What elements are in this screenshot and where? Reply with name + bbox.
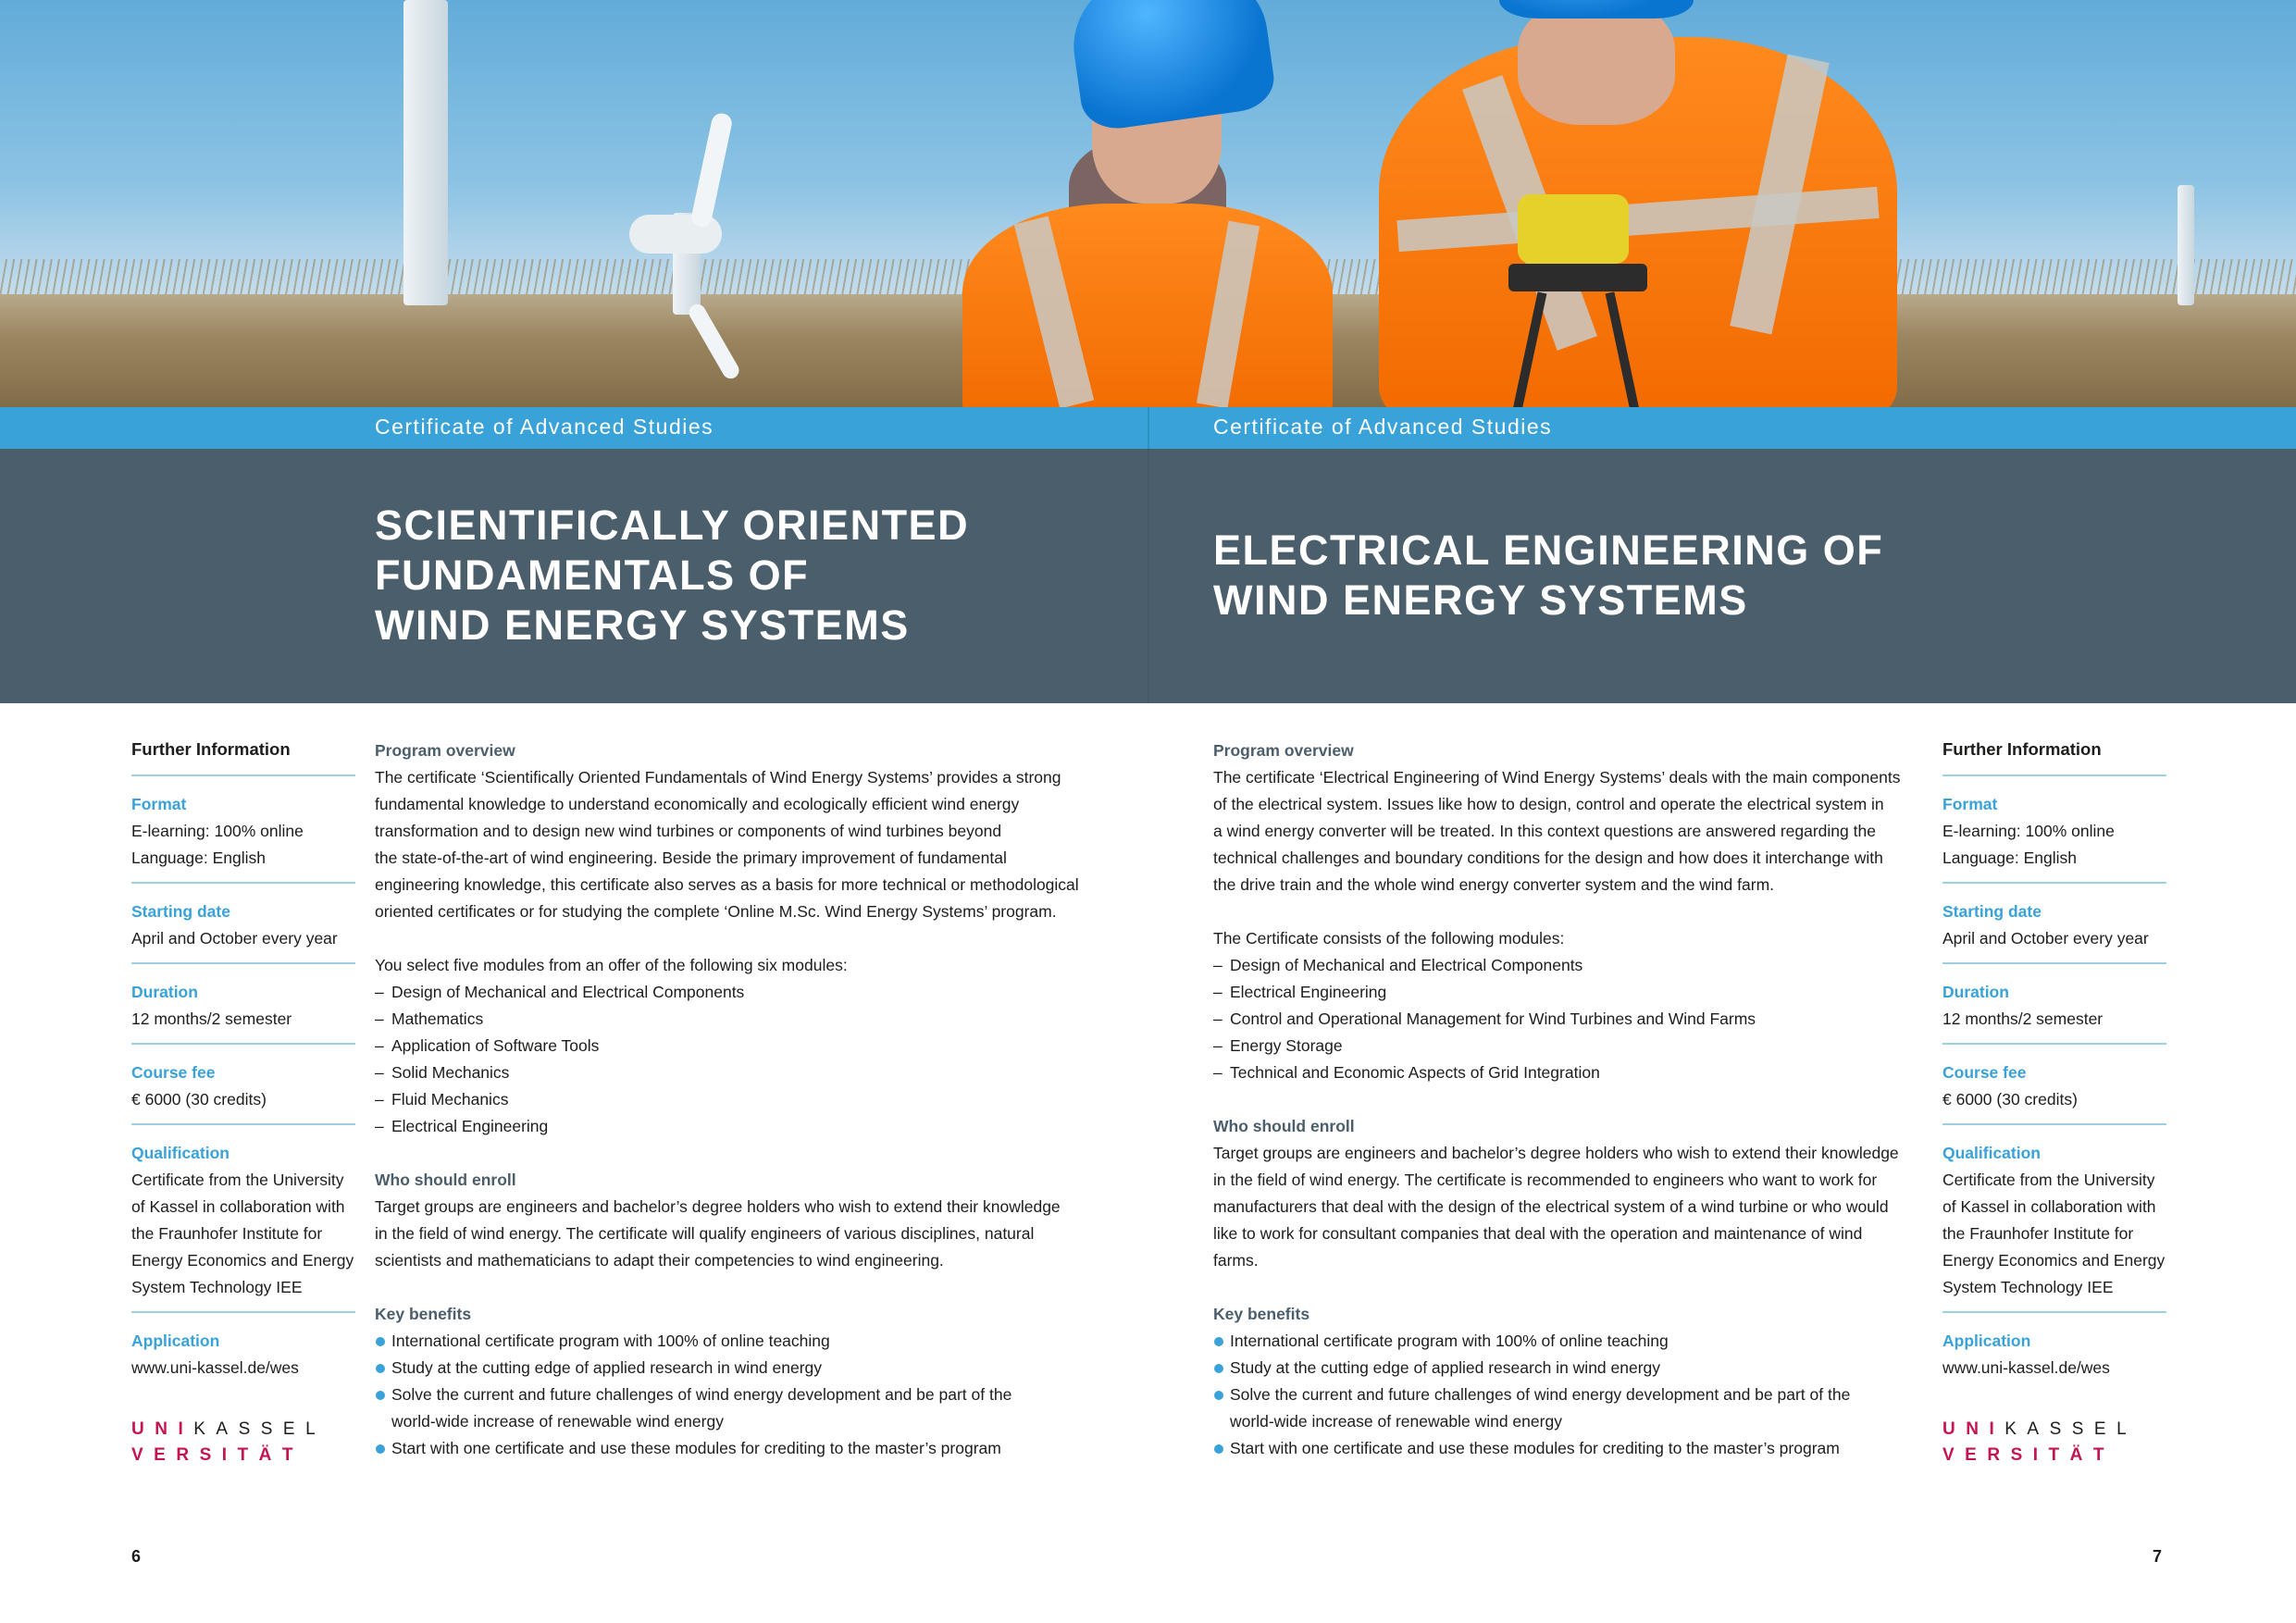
divider-rule bbox=[131, 1123, 355, 1125]
benefit-item: Study at the cutting edge of applied research in wind energy bbox=[1213, 1355, 1935, 1381]
benefits-list bbox=[1213, 1328, 1935, 1462]
bullet-dot-icon bbox=[1214, 1444, 1223, 1454]
divider-rule bbox=[1942, 1043, 2166, 1045]
hero-photo bbox=[0, 0, 2296, 407]
module-list bbox=[1213, 952, 1935, 1086]
program-overview-heading: Program overview bbox=[1213, 741, 1354, 760]
starting-date-value: April and October every year bbox=[131, 929, 338, 948]
worker-woman bbox=[935, 0, 1333, 407]
qualification-line: Energy Economics and Energy bbox=[1942, 1251, 2166, 1270]
benefit-item: Solve the current and future challenges of wind energy development and be part of the world-wide increase of renewable wind energy bbox=[375, 1381, 1097, 1435]
bullet-dot-icon bbox=[376, 1391, 385, 1400]
page-title-left: SCIENTIFICALLY ORIENTED FUNDAMENTALS OF WIND ENERGY SYSTEMS bbox=[375, 502, 970, 649]
further-info-heading: Further Information bbox=[1942, 739, 2102, 759]
qualification-label: Qualification bbox=[131, 1144, 230, 1162]
duration-label: Duration bbox=[1942, 983, 2009, 1001]
format-value: E-learning: 100% online bbox=[131, 822, 304, 840]
title-band bbox=[0, 449, 2296, 703]
further-info-sidebar-right bbox=[1942, 737, 2166, 1468]
wind-turbine-blade bbox=[689, 111, 734, 229]
starting-date-value: April and October every year bbox=[1942, 929, 2149, 948]
page-divider bbox=[1148, 407, 1149, 449]
duration-label: Duration bbox=[131, 983, 198, 1001]
bullet-dot-icon bbox=[376, 1364, 385, 1373]
qualification-line: Certificate from the University bbox=[131, 1171, 344, 1189]
benefit-item: Start with one certificate and use these modules for crediting to the master’s program bbox=[375, 1435, 1097, 1462]
duration-value: 12 months/2 semester bbox=[1942, 1010, 2104, 1028]
language-value: Language: English bbox=[131, 849, 266, 867]
who-should-enroll-text: Target groups are engineers and bachelor’s degree holders who wish to extend their knowledge in the field of wind energy. The certificate will qualify engineers of various disciplines, natural scientists and mathematicians to adapt their competencies to wind engineering. bbox=[375, 1197, 1061, 1270]
main-content-left bbox=[375, 737, 1097, 1462]
module-item: – Application of Software Tools bbox=[375, 1033, 1097, 1059]
program-overview-text: The certificate ‘Electrical Engineering of Wind Energy Systems’ deals with the main components of the electrical system. Issues like how to design, control and operate the electrical system in a wind energy converter will be treated. In this context questions are answered regarding the technical challenges and boundary conditions for the design and how does it interchange with the drive train and the whole wind energy converter system and the wind farm. bbox=[1213, 768, 1901, 894]
module-item: – Design of Mechanical and Electrical Components bbox=[1213, 952, 1935, 979]
key-benefits-heading: Key benefits bbox=[375, 1305, 472, 1323]
program-overview-heading: Program overview bbox=[375, 741, 515, 760]
qualification-line: the Fraunhofer Institute for bbox=[131, 1224, 323, 1243]
program-type-band bbox=[0, 407, 2296, 449]
blue-helmet-icon bbox=[1063, 0, 1278, 133]
qualification-line: Certificate from the University bbox=[1942, 1171, 2155, 1189]
module-item: – Solid Mechanics bbox=[375, 1059, 1097, 1086]
module-item: – Control and Operational Management for Wind Turbines and Wind Farms bbox=[1213, 1006, 1935, 1033]
key-benefits-heading: Key benefits bbox=[1213, 1305, 1310, 1323]
divider-rule bbox=[131, 1311, 355, 1313]
benefits-list bbox=[375, 1328, 1097, 1462]
starting-date-label: Starting date bbox=[1942, 902, 2042, 921]
module-item: – Energy Storage bbox=[1213, 1033, 1935, 1059]
surveying-level-icon bbox=[1518, 194, 1629, 264]
module-item: – Design of Mechanical and Electrical Components bbox=[375, 979, 1097, 1006]
bullet-dot-icon bbox=[1214, 1391, 1223, 1400]
divider-rule bbox=[1942, 774, 2166, 776]
format-label: Format bbox=[1942, 795, 1998, 813]
bullet-dot-icon bbox=[1214, 1337, 1223, 1346]
qualification-line: Energy Economics and Energy bbox=[131, 1251, 354, 1270]
divider-rule bbox=[131, 962, 355, 964]
benefit-item: International certificate program with 100% of online teaching bbox=[1213, 1328, 1935, 1355]
bullet-dot-icon bbox=[376, 1444, 385, 1454]
module-list bbox=[375, 979, 1097, 1140]
module-item: – Electrical Engineering bbox=[1213, 979, 1935, 1006]
qualification-line: of Kassel in collaboration with bbox=[131, 1197, 345, 1216]
modules-intro: The Certificate consists of the following modules: bbox=[1213, 929, 1565, 948]
qualification-line: of Kassel in collaboration with bbox=[1942, 1197, 2156, 1216]
blue-helmet-icon bbox=[1499, 0, 1694, 19]
application-label: Application bbox=[131, 1332, 220, 1350]
page-number-right: 7 bbox=[2153, 1547, 2163, 1566]
bullet-dot-icon bbox=[376, 1337, 385, 1346]
uni-kassel-logo: UNIKASSEL VERSITÄT bbox=[1942, 1419, 2138, 1465]
divider-rule bbox=[1942, 882, 2166, 884]
benefit-item: Start with one certificate and use these modules for crediting to the master’s program bbox=[1213, 1435, 1935, 1462]
who-should-enroll-heading: Who should enroll bbox=[375, 1171, 516, 1189]
benefit-item: International certificate program with 100% of online teaching bbox=[375, 1328, 1097, 1355]
page-number-left: 6 bbox=[131, 1547, 142, 1566]
course-fee-label: Course fee bbox=[1942, 1063, 2027, 1082]
page-title-right: ELECTRICAL ENGINEERING OF WIND ENERGY SYSTEMS bbox=[1213, 527, 1884, 624]
divider-rule bbox=[1942, 1311, 2166, 1313]
format-value: E-learning: 100% online bbox=[1942, 822, 2115, 840]
starting-date-label: Starting date bbox=[131, 902, 230, 921]
format-label: Format bbox=[131, 795, 187, 813]
benefit-item: Solve the current and future challenges of wind energy development and be part of the world-wide increase of renewable wind energy bbox=[1213, 1381, 1935, 1435]
further-info-sidebar-left bbox=[131, 737, 355, 1468]
wind-turbine-tower bbox=[2178, 185, 2194, 305]
who-should-enroll-heading: Who should enroll bbox=[1213, 1117, 1355, 1135]
wind-turbine-tower bbox=[403, 0, 448, 305]
qualification-line: System Technology IEE bbox=[131, 1278, 303, 1296]
application-label: Application bbox=[1942, 1332, 2031, 1350]
course-fee-label: Course fee bbox=[131, 1063, 216, 1082]
divider-rule bbox=[131, 1043, 355, 1045]
divider-rule bbox=[1942, 1123, 2166, 1125]
language-value: Language: English bbox=[1942, 849, 2077, 867]
application-link[interactable]: www.uni-kassel.de/wes bbox=[1942, 1358, 2110, 1377]
course-fee-value: € 6000 (30 credits) bbox=[1942, 1090, 2078, 1109]
divider-rule bbox=[131, 774, 355, 776]
band-label-right: Certificate of Advanced Studies bbox=[1213, 415, 1553, 439]
page-divider bbox=[1148, 449, 1149, 703]
bullet-dot-icon bbox=[1214, 1364, 1223, 1373]
benefit-item: Study at the cutting edge of applied research in wind energy bbox=[375, 1355, 1097, 1381]
module-item: – Fluid Mechanics bbox=[375, 1086, 1097, 1113]
course-fee-value: € 6000 (30 credits) bbox=[131, 1090, 267, 1109]
module-item: – Technical and Economic Aspects of Grid Integration bbox=[1213, 1059, 1935, 1086]
qualification-line: the Fraunhofer Institute for bbox=[1942, 1224, 2134, 1243]
worker-man bbox=[1360, 0, 1916, 407]
who-should-enroll-text: Target groups are engineers and bachelor’s degree holders who wish to extend their knowledge in the field of wind energy. The certificate is recommended to engineers who want to work for manufacturers that deal with the design of the electrical system of a wind turbine or who would like to work for consultant companies that deal with the operation and maintenance of wind farms. bbox=[1213, 1144, 1899, 1270]
module-item: – Electrical Engineering bbox=[375, 1113, 1097, 1140]
program-overview-text: The certificate ‘Scientifically Oriented Fundamentals of Wind Energy Systems’ provides a strong fundamental knowledge to understand economically and ecologically efficient wind energy transformation and to design new wind turbines or components of wind turbines beyond the state-of-the-art of wind engineering. Beside the primary improvement of fundamental engineering knowledge, this certificate also serves as a basis for more technical or methodological oriented certificates or for studying the complete ‘Online M.Sc. Wind Energy Systems’ program. bbox=[375, 768, 1079, 921]
duration-value: 12 months/2 semester bbox=[131, 1010, 292, 1028]
uni-kassel-logo: UNIKASSEL VERSITÄT bbox=[131, 1419, 327, 1465]
further-info-heading: Further Information bbox=[131, 739, 291, 759]
main-content-right bbox=[1213, 737, 1935, 1462]
application-link[interactable]: www.uni-kassel.de/wes bbox=[131, 1358, 299, 1377]
band-label-left: Certificate of Advanced Studies bbox=[375, 415, 714, 439]
qualification-line: System Technology IEE bbox=[1942, 1278, 2114, 1296]
divider-rule bbox=[131, 882, 355, 884]
modules-intro: You select five modules from an offer of the following six modules: bbox=[375, 956, 848, 974]
divider-rule bbox=[1942, 962, 2166, 964]
qualification-label: Qualification bbox=[1942, 1144, 2041, 1162]
module-item: – Mathematics bbox=[375, 1006, 1097, 1033]
